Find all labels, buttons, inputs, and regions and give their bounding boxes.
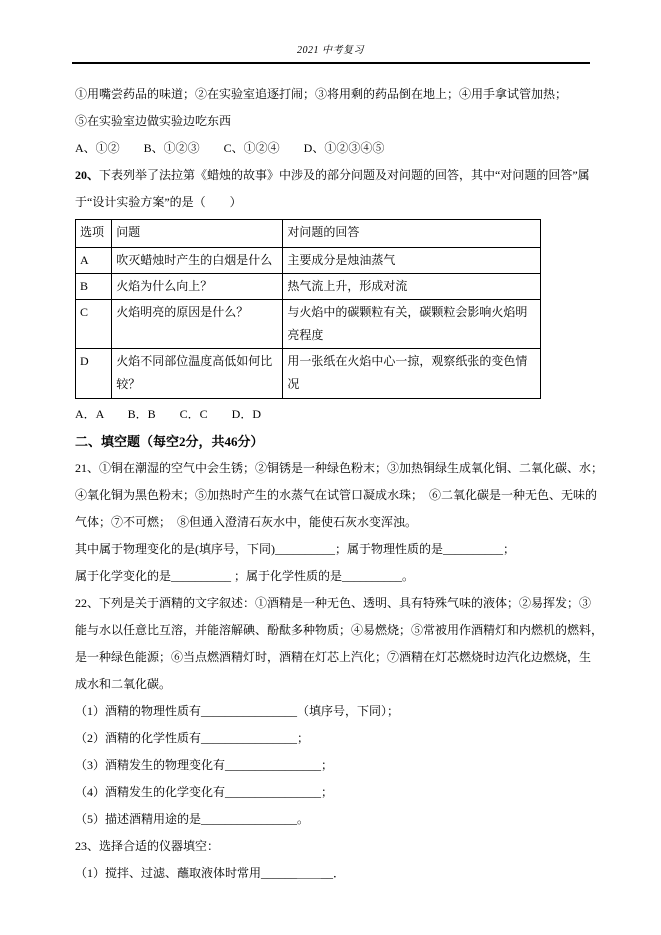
exam-content xyxy=(75,81,604,887)
q21-number: 21、 xyxy=(75,461,100,475)
q20-header-answer: 对问题的回答 xyxy=(283,220,541,248)
q20-stem-line1 xyxy=(75,162,595,189)
q20-row-a-answer: 主要成分是烛油蒸气 xyxy=(283,248,541,274)
q20-row-c-option: C xyxy=(76,300,112,349)
q22-item-5: （5）描述酒精用途的是________________。 xyxy=(75,812,310,826)
q21-line2: ④氧化铜为黑色粉末；⑤加热时产生的水蒸气在试管口凝成水珠； ⑥二氧化碳是一种无色、无味的 xyxy=(75,488,598,502)
q20-row-d-question: 火焰不同部位温度高低如何比较？ xyxy=(112,349,283,399)
q22-line3: 是一种绿色能源；⑥当点燃酒精灯时，酒精在灯芯上汽化；⑦酒精在灯芯燃烧时边汽化边燃烧，生 xyxy=(75,650,592,664)
q20-number: 20、 xyxy=(75,168,100,182)
q21-blank-line1: 其中属于物理变化的是(填序号，下同)__________；属于物理性质的是__________； xyxy=(75,542,515,556)
q20-table-header-row xyxy=(76,220,541,248)
q22-item-2: （2）酒精的化学性质有________________； xyxy=(75,731,310,745)
q19-options: A、①② B、①②③ C、①②④ D、①②③④⑤ xyxy=(75,141,385,155)
q20-table xyxy=(75,219,541,399)
q20-answer-options: A．A B．B C．C D．D xyxy=(75,407,262,421)
q21-line3: 气体；⑦不可燃； ⑧但通入澄清石灰水中，能使石灰水变浑浊。 xyxy=(75,515,418,529)
q22-item-3: （3）酒精发生的物理变化有________________； xyxy=(75,758,334,772)
q20-row-b-question: 火焰为什么向上？ xyxy=(112,274,283,300)
q20-header-option: 选项 xyxy=(76,220,112,248)
q23-item-1: （1）搅拌、过滤、蘸取液体时常用______＿＿__． xyxy=(75,866,346,880)
q19-statement-line2: ⑤在实验室边做实验边吃东西 xyxy=(75,114,232,128)
q21-text-line1: ①铜在潮湿的空气中会生锈；②铜锈是一种绿色粉末；③加热铜绿生成氧化铜、二氧化碳、水； xyxy=(99,461,604,475)
q22-number: 22、 xyxy=(75,596,100,610)
q22-line2: 能与水以任意比互溶，并能溶解碘、酚酞多种物质；④易燃烧；⑤常被用作酒精灯和内燃机的燃料， xyxy=(75,623,604,637)
q22-text-line1: 下列是关于酒精的文字叙述：①酒精是一种无色、透明、具有特殊气味的液体；②易挥发；③ xyxy=(99,596,592,610)
section2-title: 二、填空题（每空2分，共46分） xyxy=(75,434,264,449)
q23-stem xyxy=(75,833,595,860)
q20-row-d-option: D xyxy=(76,349,112,399)
q20-header-question: 问题 xyxy=(112,220,283,248)
q23-number: 23、 xyxy=(75,839,100,853)
q19-statement-line1: ①用嘴尝药品的味道；②在实验室追逐打闹；③将用剩的药品倒在地上；④用手拿试管加热； xyxy=(75,87,568,101)
q22-item-4: （4）酒精发生的化学变化有________________； xyxy=(75,785,334,799)
q21-line1 xyxy=(75,455,604,482)
q21-blank-line2: 属于化学变化的是__________ ；属于化学性质的是__________。 xyxy=(75,569,415,583)
table-row xyxy=(76,248,541,274)
table-row xyxy=(76,274,541,300)
table-row xyxy=(76,300,541,349)
page-header-title: 2021 中考复习 xyxy=(297,45,364,56)
q20-stem-line2: 于“设计实验方案”的是（ ） xyxy=(75,195,242,209)
q20-row-a-question: 吹灭蜡烛时产生的白烟是什么 xyxy=(112,248,283,274)
q20-row-d-answer: 用一张纸在火焰中心一掠，观察纸张的变色情况 xyxy=(283,349,541,399)
q20-stem-text: 下表列举了法拉第《蜡烛的故事》中涉及的部分问题及对问题的回答，其中“对问题的回答”属 xyxy=(99,168,590,182)
q22-item-1: （1）酒精的物理性质有________________（填序号，下同）； xyxy=(75,704,400,718)
q20-row-a-option: A xyxy=(76,248,112,274)
q22-line1 xyxy=(75,590,595,617)
q20-row-c-question: 火焰明亮的原因是什么？ xyxy=(112,300,283,349)
q20-row-b-option: B xyxy=(76,274,112,300)
q20-row-b-answer: 热气流上升，形成对流 xyxy=(283,274,541,300)
table-row xyxy=(76,349,541,399)
q20-row-c-answer: 与火焰中的碳颗粒有关，碳颗粒会影响火焰明亮程度 xyxy=(283,300,541,349)
q23-stem-text: 选择合适的仪器填空： xyxy=(99,839,220,853)
header-rule xyxy=(72,62,590,64)
q22-line4: 成水和二氧化碳。 xyxy=(75,677,172,691)
